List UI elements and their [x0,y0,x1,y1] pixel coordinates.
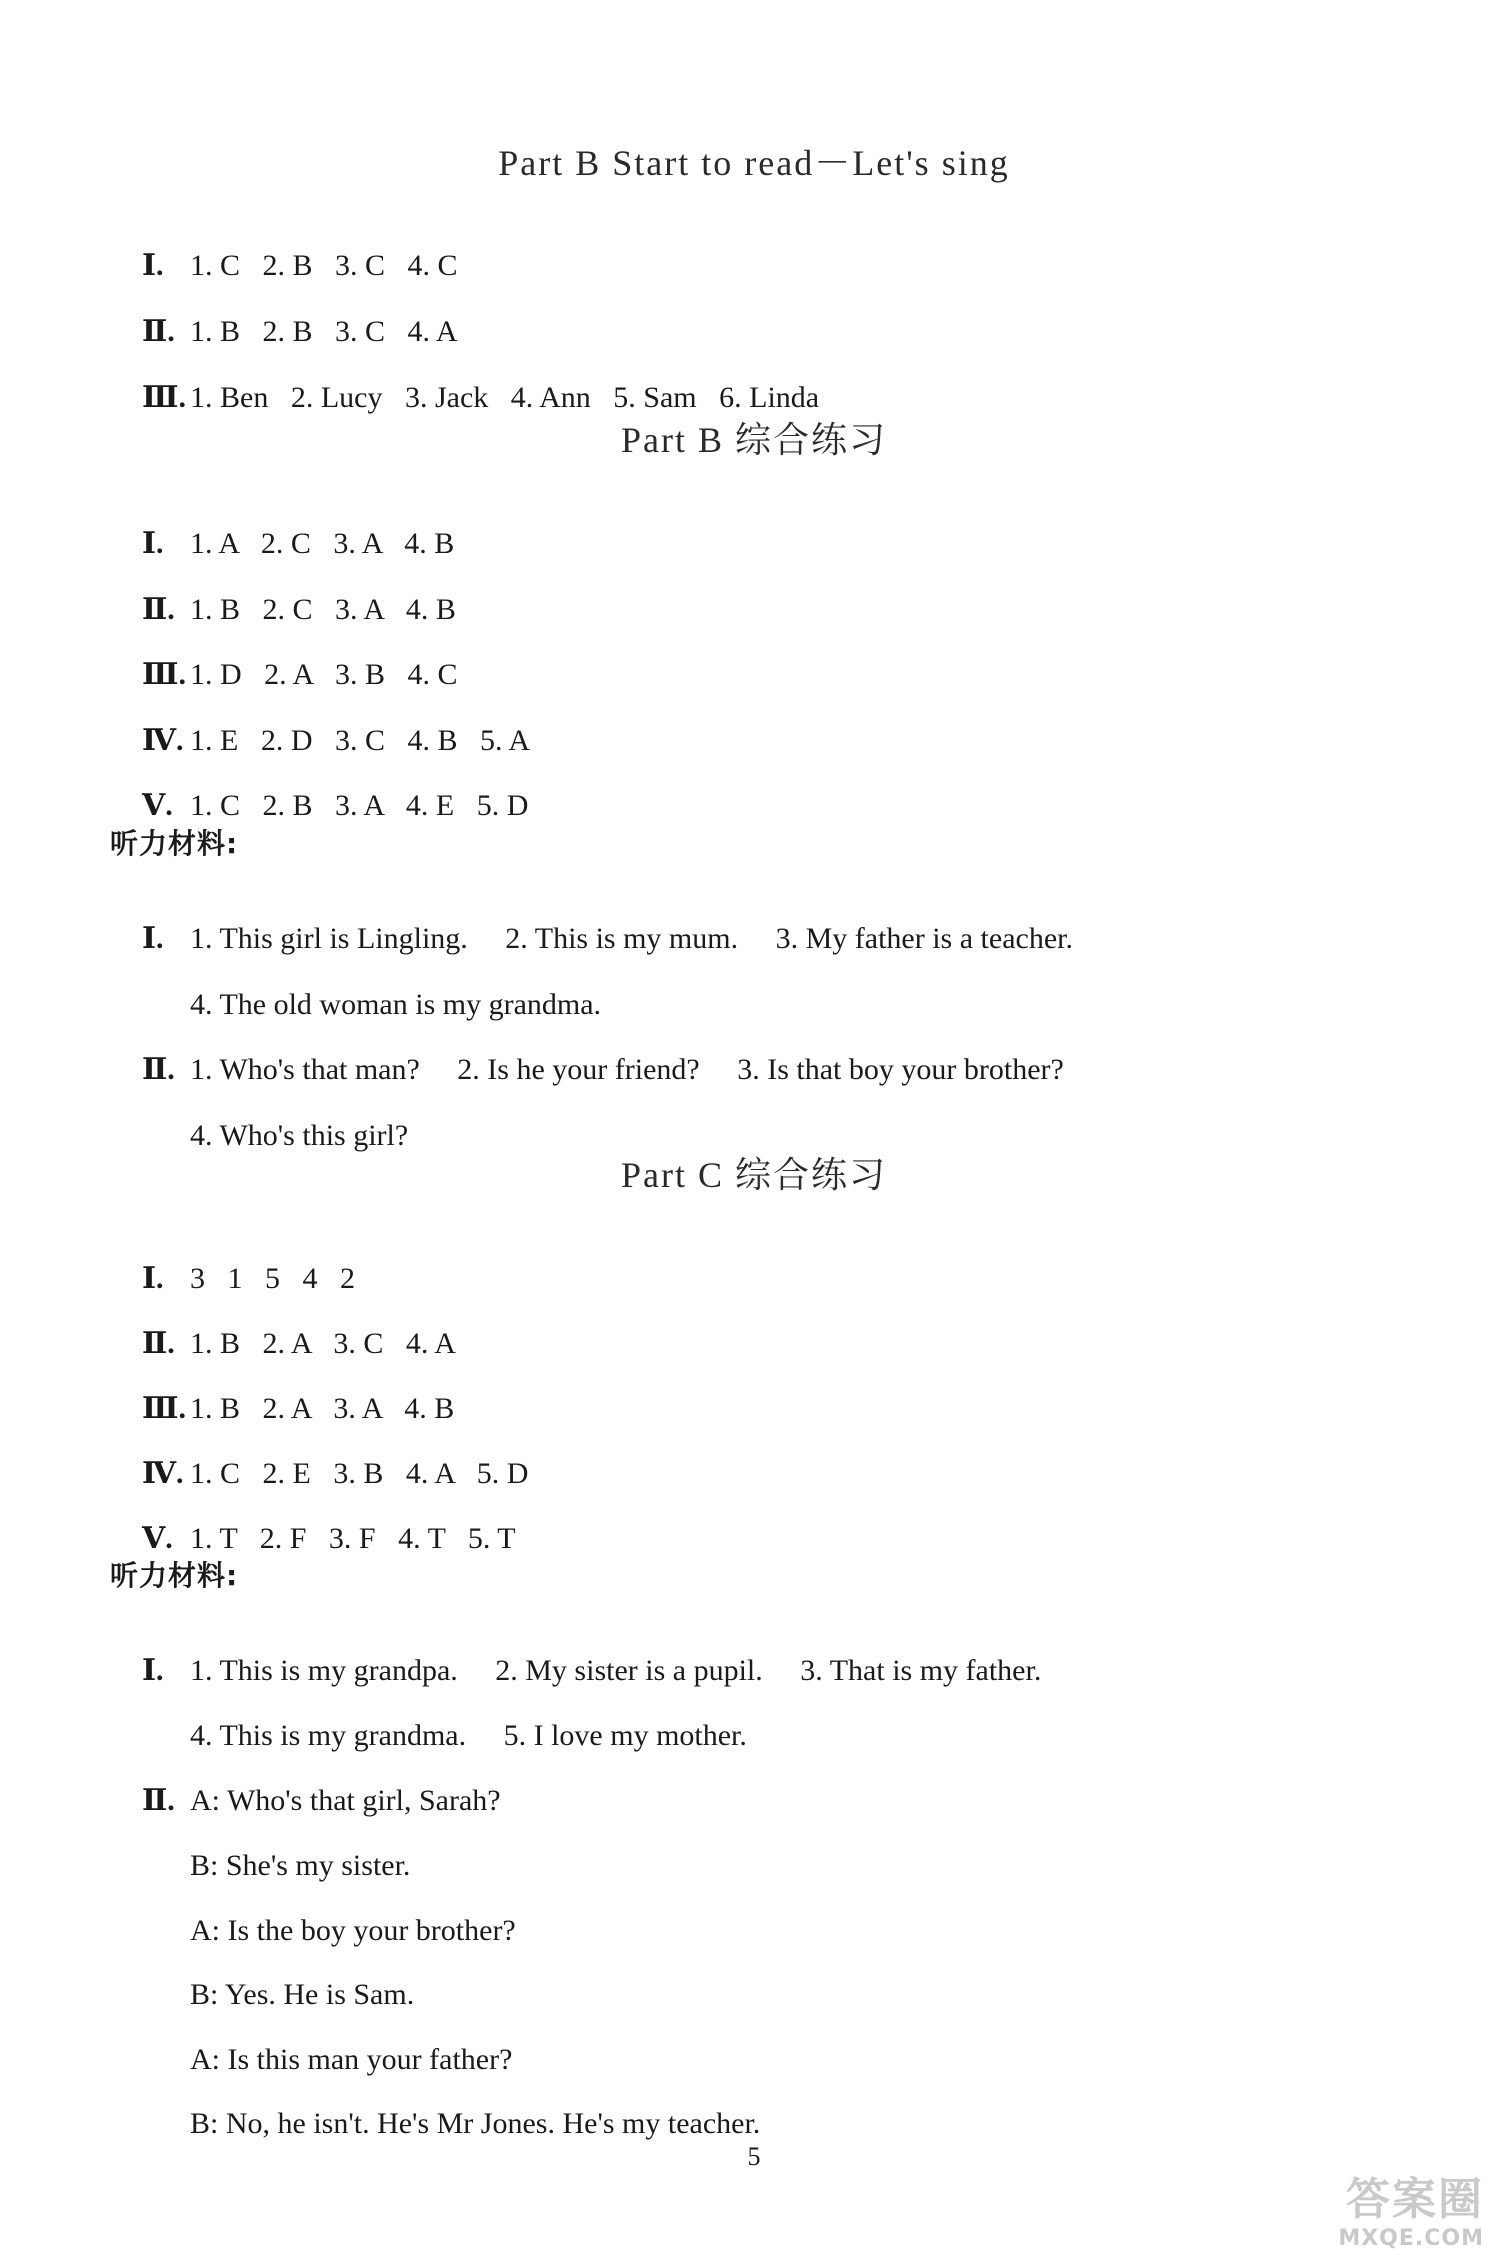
section-title-part-c-practice: Part C 综合练习 [620,1155,887,1195]
answer-text: 3 1 5 4 2 [190,1262,355,1295]
watermark-url-text: MXQE.COM [1338,2226,1484,2251]
roman-numeral: Ⅰ. [142,922,164,955]
roman-numeral: Ⅰ. [142,527,164,560]
roman-numeral: Ⅲ. [142,381,187,414]
listening-text: 1. This girl is Lingling. 2. This is my mum. 3. My father is a teacher. [190,922,1073,955]
roman-numeral: Ⅳ. [142,724,184,757]
answer-text: 1. D 2. A 3. B 4. C [190,658,458,691]
dialogue-text: B: No, he isn't. He's Mr Jones. He's my teacher. [190,2107,761,2140]
dialogue-text: A: Is the boy your brother? [190,1914,516,1947]
roman-numeral: Ⅴ. [142,1522,173,1555]
roman-numeral: Ⅰ. [142,1262,164,1295]
answer-text: 1. B 2. B 3. C 4. A [190,315,458,348]
roman-numeral: Ⅲ. [142,1392,187,1425]
answer-text: 1. B 2. A 3. A 4. B [190,1392,455,1425]
section-title-part-b-practice: Part B 综合练习 [620,420,887,460]
roman-numeral: Ⅴ. [142,789,173,822]
listening-material-label: 听力材料: [110,1559,239,1592]
roman-numeral: Ⅰ. [142,1654,164,1687]
roman-numeral: Ⅰ. [142,249,164,282]
answer-text: 1. C 2. B 3. C 4. C [190,249,458,282]
dialogue-text: B: Yes. He is Sam. [190,1978,415,2011]
dialogue-text: A: Who's that girl, Sarah? [190,1784,501,1817]
dialogue-text: B: She's my sister. [190,1849,411,1882]
listening-text: 1. This is my grandpa. 2. My sister is a pupil. 3. That is my father. [190,1654,1042,1687]
listening-text: 4. This is my grandma. 5. I love my mother. [190,1719,747,1752]
roman-numeral: Ⅱ. [142,1327,175,1360]
roman-numeral: Ⅳ. [142,1457,184,1490]
answer-text: 1. T 2. F 3. F 4. T 5. T [190,1522,516,1555]
page-number: 5 [747,2142,761,2171]
listening-text: 1. Who's that man? 2. Is he your friend? 3. Is that boy your brother? [190,1053,1064,1086]
section-title-part-b-start-to-read: Part B Start to read－Let's sing [498,143,1010,183]
answer-text: 1. A 2. C 3. A 4. B [190,527,455,560]
roman-numeral: Ⅱ. [142,1053,175,1086]
answer-text: 1. Ben 2. Lucy 3. Jack 4. Ann 5. Sam 6. Linda [190,381,820,414]
roman-numeral: Ⅲ. [142,658,187,691]
answer-text: 1. E 2. D 3. C 4. B 5. A [190,724,531,757]
answer-text: 1. C 2. E 3. B 4. A 5. D [190,1457,529,1490]
listening-text: 4. Who's this girl? [190,1119,409,1152]
answer-text: 1. C 2. B 3. A 4. E 5. D [190,789,529,822]
roman-numeral: Ⅱ. [142,593,175,626]
dialogue-text: A: Is this man your father? [190,2043,513,2076]
listening-text: 4. The old woman is my grandma. [190,988,602,1021]
roman-numeral: Ⅱ. [142,1784,175,1817]
listening-material-label: 听力材料: [110,827,239,860]
watermark-logo-text: 答案圈 [1346,2174,1484,2225]
answer-text: 1. B 2. A 3. C 4. A [190,1327,456,1360]
answer-text: 1. B 2. C 3. A 4. B [190,593,456,626]
watermark-logo [1274,2161,1494,2251]
roman-numeral: Ⅱ. [142,315,175,348]
